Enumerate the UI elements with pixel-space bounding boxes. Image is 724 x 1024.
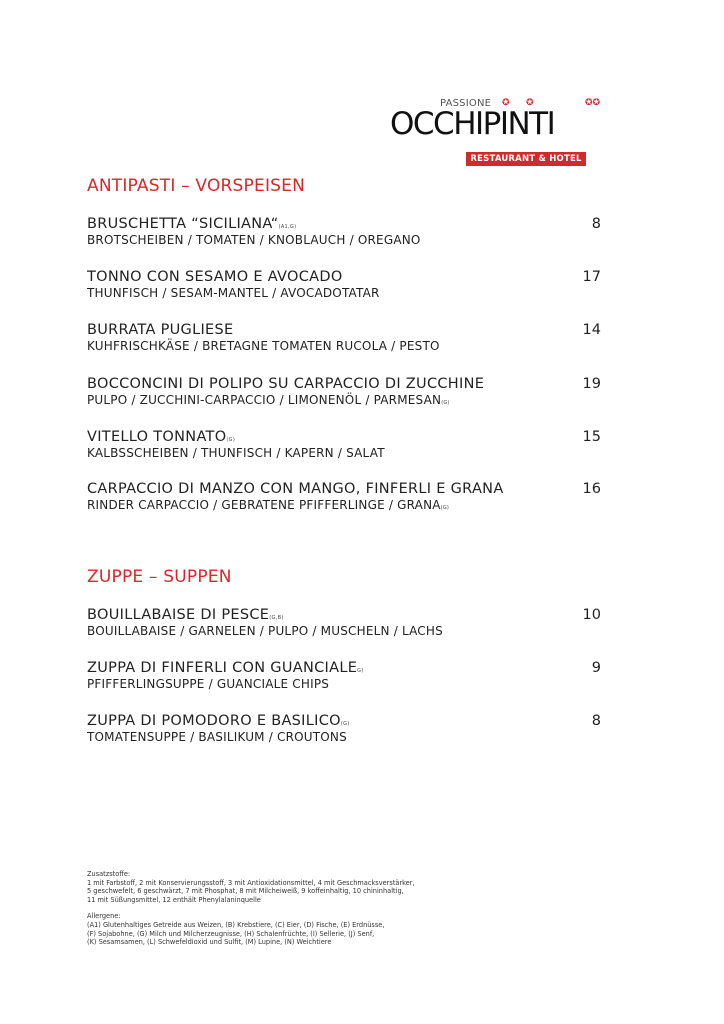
allergens-title: Allergene: [87, 912, 121, 921]
item-price: 19 [582, 376, 601, 392]
menu-item [87, 269, 607, 309]
item-description-text: BROTSCHEIBEN / TOMATEN / KNOBLAUCH / OREGANO [87, 233, 421, 247]
item-description-text: RINDER CARPACCIO / GEBRATENE PFIFFERLINGE / GRANA [87, 498, 441, 512]
item-name [87, 376, 607, 392]
additives-line: 11 mit Süßungsmittel, 12 enthält Phenylalaninquelle [87, 895, 261, 904]
item-name [87, 607, 607, 623]
item-name-text: CARPACCIO DI MANZO CON MANGO, FINFERLI E GRANA [87, 481, 504, 497]
section-title-zuppe: ZUPPE – SUPPEN [87, 567, 232, 587]
menu-item [87, 376, 607, 416]
item-description [87, 233, 607, 247]
item-name-text: BURRATA PUGLIESE [87, 322, 234, 338]
item-name [87, 660, 607, 676]
item-name [87, 322, 607, 338]
additives-title: Zusatzstoffe: [87, 870, 131, 878]
item-price: 15 [582, 429, 601, 445]
item-description-allergen: (G) [440, 505, 450, 511]
item-name-text: TONNO CON SESAMO E AVOCADO [87, 269, 343, 285]
item-price: 10 [582, 607, 601, 623]
menu-item [87, 429, 607, 469]
additives-line: 1 mit Farbstoff, 2 mit Konservierungsstoff, 3 mit Antioxidationsmittel, 4 mit Geschmacksverstärker, [87, 878, 415, 887]
additives-line: 5 geschwefelt, 6 geschwärzt, 7 mit Phosphat, 8 mit Milcheiweiß, 9 koffeinhaltig, 10 chininhaltig, [87, 887, 404, 896]
item-price: 8 [591, 713, 601, 729]
logo-name: OCCHIPINTI [390, 106, 555, 142]
menu-item [87, 322, 607, 362]
item-name [87, 481, 607, 497]
item-description [87, 677, 607, 691]
item-name-text: ZUPPA DI FINFERLI CON GUANCIALE [87, 660, 358, 676]
item-name-text: BOUILLABAISE DI PESCE [87, 607, 270, 623]
item-description-allergen: (G) [441, 400, 450, 406]
menu-item [87, 660, 607, 700]
item-description-text: TOMATENSUPPE / BASILIKUM / CROUTONS [87, 730, 347, 744]
logo [390, 96, 605, 168]
allergens-block [87, 912, 415, 946]
item-description [87, 624, 607, 638]
item-name-text: BRUSCHETTA “SICILIANA“ [87, 216, 279, 232]
star-icon: ✪✪ [585, 98, 601, 108]
item-description-text: KUHFRISCHKÄSE / BRETAGNE TOMATEN RUCOLA / PESTO [87, 339, 440, 353]
item-description [87, 498, 607, 512]
item-name-text: VITELLO TONNATO [87, 429, 227, 445]
allergens-line: (K) Sesamsamen, (L) Schwefeldioxid und Sulfit, (M) Lupine, (N) Weichtiere [87, 938, 332, 947]
item-price: 8 [591, 216, 601, 232]
item-allergen: G) [357, 668, 364, 674]
item-allergen: (G) [226, 437, 236, 443]
section-title-antipasti: ANTIPASTI – VORSPEISEN [87, 176, 306, 196]
item-description [87, 446, 607, 460]
item-description [87, 286, 607, 300]
item-price: 9 [591, 660, 601, 676]
item-allergen: (G,B) [269, 615, 284, 621]
item-description [87, 730, 607, 744]
item-description-text: KALBSSCHEIBEN / THUNFISCH / KAPERN / SALAT [87, 446, 385, 460]
menu-item [87, 481, 607, 521]
footer-notes [87, 870, 415, 955]
menu-item [87, 216, 607, 256]
logo-tagline: RESTAURANT & HOTEL [466, 152, 586, 166]
item-description-text: PULPO / ZUCCHINI-CARPACCIO / LIMONENÖL / PARMESAN [87, 393, 442, 407]
item-name [87, 429, 607, 445]
item-description-text: THUNFISCH / SESAM-MANTEL / AVOCADOTATAR [87, 286, 380, 300]
star-icon: ✪ [526, 98, 534, 108]
item-name [87, 269, 607, 285]
item-price: 16 [582, 481, 601, 497]
item-description [87, 339, 607, 353]
item-name-text: ZUPPA DI POMODORO E BASILICO [87, 713, 341, 729]
menu-item [87, 607, 607, 647]
item-price: 17 [582, 269, 601, 285]
additives-block [87, 870, 415, 904]
item-description [87, 393, 607, 407]
allergens-line: (F) Sojabohne, (G) Milch und Milcherzeugnisse, (H) Schalenfrüchte, (I) Sellerie, (J) Senf, [87, 929, 375, 938]
allergens-line: (A1) Glutenhaltiges Getreide aus Weizen, (B) Krebstiere, (C) Eier, (D) Fische, (E) Erdnüsse, [87, 920, 385, 929]
item-name [87, 713, 607, 729]
item-allergen: (G) [340, 721, 350, 727]
item-description-text: PFIFFERLINGSUPPE / GUANCIALE CHIPS [87, 677, 330, 691]
item-name-text: BOCCONCINI DI POLIPO SU CARPACCIO DI ZUCCHINE [87, 376, 485, 392]
menu-item [87, 713, 607, 753]
item-allergen: (A1,G) [278, 224, 297, 230]
item-price: 14 [582, 322, 601, 338]
item-name [87, 216, 607, 232]
star-icon: ✪ [502, 98, 510, 108]
logo-passione: PASSIONE [440, 98, 492, 109]
item-description-text: BOUILLABAISE / GARNELEN / PULPO / MUSCHELN / LACHS [87, 624, 443, 638]
